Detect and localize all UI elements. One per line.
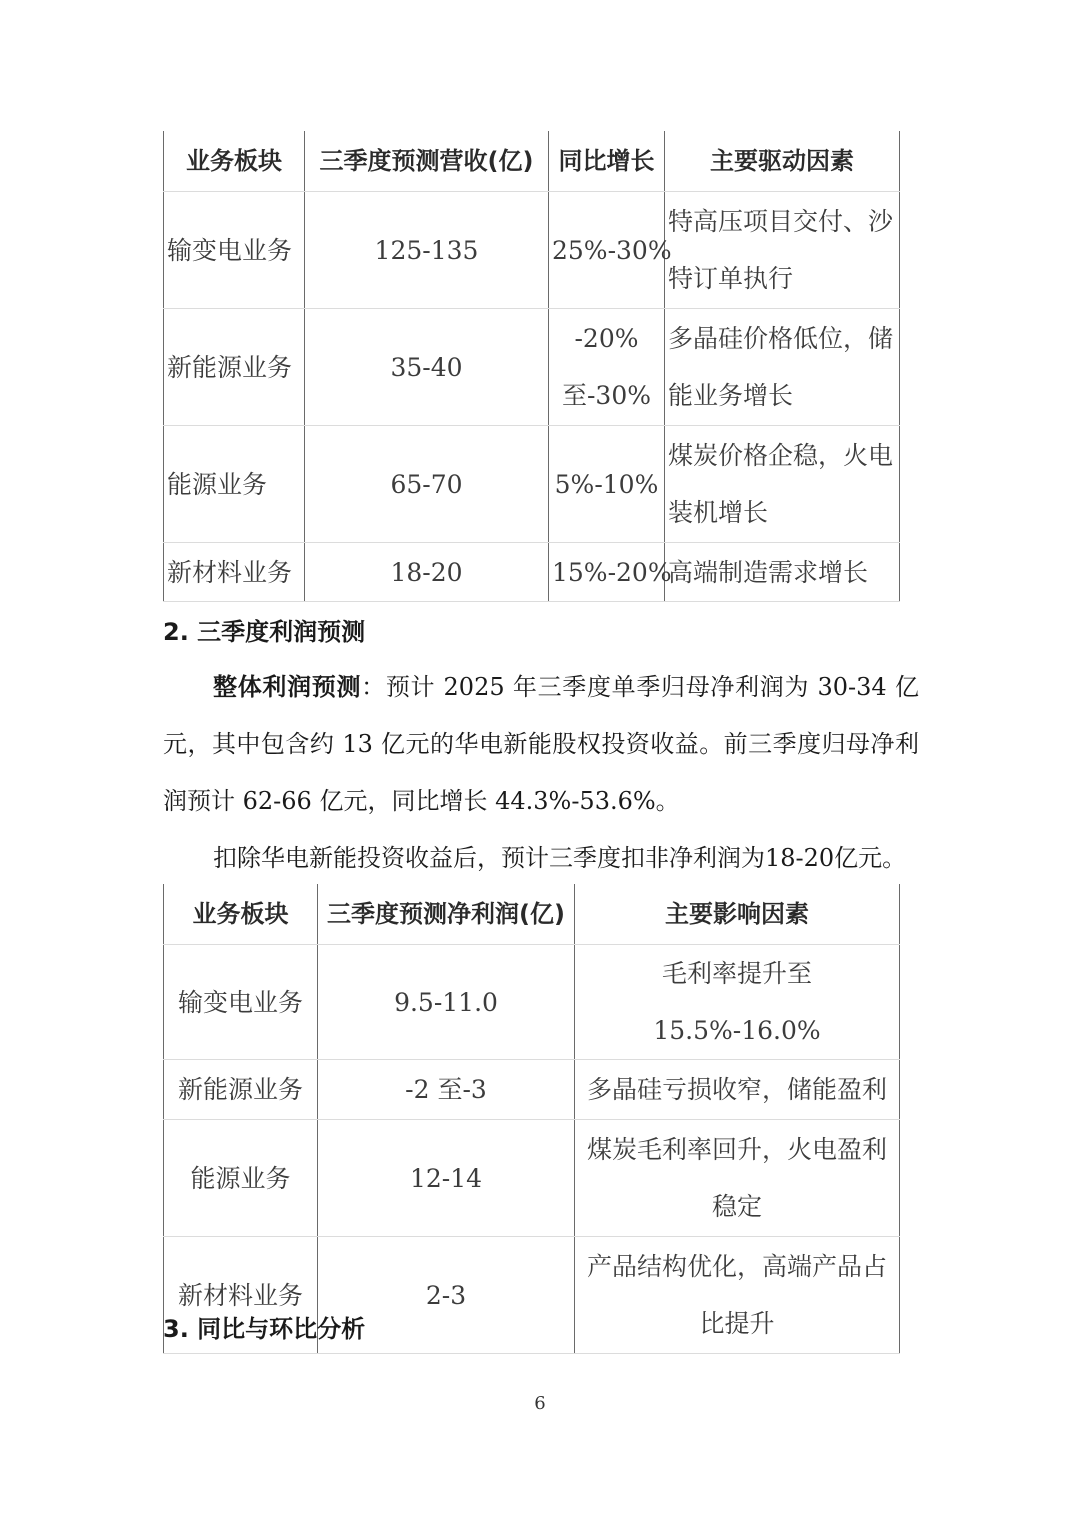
revenue-cell: 65-70 [305, 426, 549, 543]
section-heading: 2. 三季度利润预测 [163, 618, 366, 646]
growth-cell: 5%-10% [549, 426, 665, 543]
column-header: 三季度预测净利润(亿) [318, 884, 575, 945]
non-recurring-paragraph: 扣除华电新能投资收益后，预计三季度扣非净利润为18-20亿元。 [213, 844, 907, 872]
segment-cell: 新材料业务 [164, 543, 305, 602]
segment-cell: 输变电业务 [164, 945, 318, 1060]
table-header-row [164, 131, 900, 192]
revenue-cell: 35-40 [305, 309, 549, 426]
factor-cell: 产品结构优化，高端产品占比提升 [575, 1237, 900, 1354]
factor-cell: 煤炭毛利率回升，火电盈利稳定 [575, 1120, 900, 1237]
revenue-forecast-table [163, 131, 900, 602]
paragraph-body: ：预计 2025 年三季度单季归母净利润为 30-34 亿元，其中包含约 13 亿元的华电新能股权投资收益。前三季度归母净利润预计 62-66 亿元，同比增长 44.3%-53.6%。 [163, 673, 920, 815]
profit-forecast-paragraph [163, 659, 919, 830]
section-heading: 3. 同比与环比分析 [163, 1315, 366, 1343]
table-row [164, 1060, 900, 1120]
driver-cell: 特高压项目交付、沙特订单执行 [665, 192, 900, 309]
table-row [164, 543, 900, 602]
factor-cell: 毛利率提升至 15.5%-16.0% [575, 945, 900, 1060]
growth-cell: -20%至-30% [549, 309, 665, 426]
profit-cell: 9.5-11.0 [318, 945, 575, 1060]
profit-cell: -2 至-3 [318, 1060, 575, 1120]
table-row [164, 192, 900, 309]
column-header: 主要驱动因素 [665, 131, 900, 192]
segment-cell: 输变电业务 [164, 192, 305, 309]
column-header: 同比增长 [549, 131, 665, 192]
segment-cell: 新能源业务 [164, 309, 305, 426]
paragraph-lead: 整体利润预测 [213, 673, 362, 701]
growth-cell: 25%-30% [549, 192, 665, 309]
column-header: 主要影响因素 [575, 884, 900, 945]
revenue-cell: 125-135 [305, 192, 549, 309]
table-row [164, 945, 900, 1060]
driver-cell: 高端制造需求增长 [665, 543, 900, 602]
table-row [164, 309, 900, 426]
profit-cell: 12-14 [318, 1120, 575, 1237]
driver-cell: 煤炭价格企稳，火电装机增长 [665, 426, 900, 543]
segment-cell: 能源业务 [164, 1120, 318, 1237]
profit-cell: 2-3 [318, 1237, 575, 1354]
column-header: 三季度预测营收(亿) [305, 131, 549, 192]
table-row [164, 426, 900, 543]
segment-cell: 新能源业务 [164, 1060, 318, 1120]
table-row [164, 1120, 900, 1237]
column-header: 业务板块 [164, 884, 318, 945]
segment-cell: 能源业务 [164, 426, 305, 543]
table-header-row [164, 884, 900, 945]
factor-cell: 多晶硅亏损收窄，储能盈利 [575, 1060, 900, 1120]
segment-cell: 新材料业务 [164, 1237, 318, 1354]
profit-forecast-table [163, 884, 900, 1354]
page-number: 6 [534, 1393, 546, 1414]
growth-cell: 15%-20% [549, 543, 665, 602]
revenue-cell: 18-20 [305, 543, 549, 602]
column-header: 业务板块 [164, 131, 305, 192]
driver-cell: 多晶硅价格低位，储能业务增长 [665, 309, 900, 426]
